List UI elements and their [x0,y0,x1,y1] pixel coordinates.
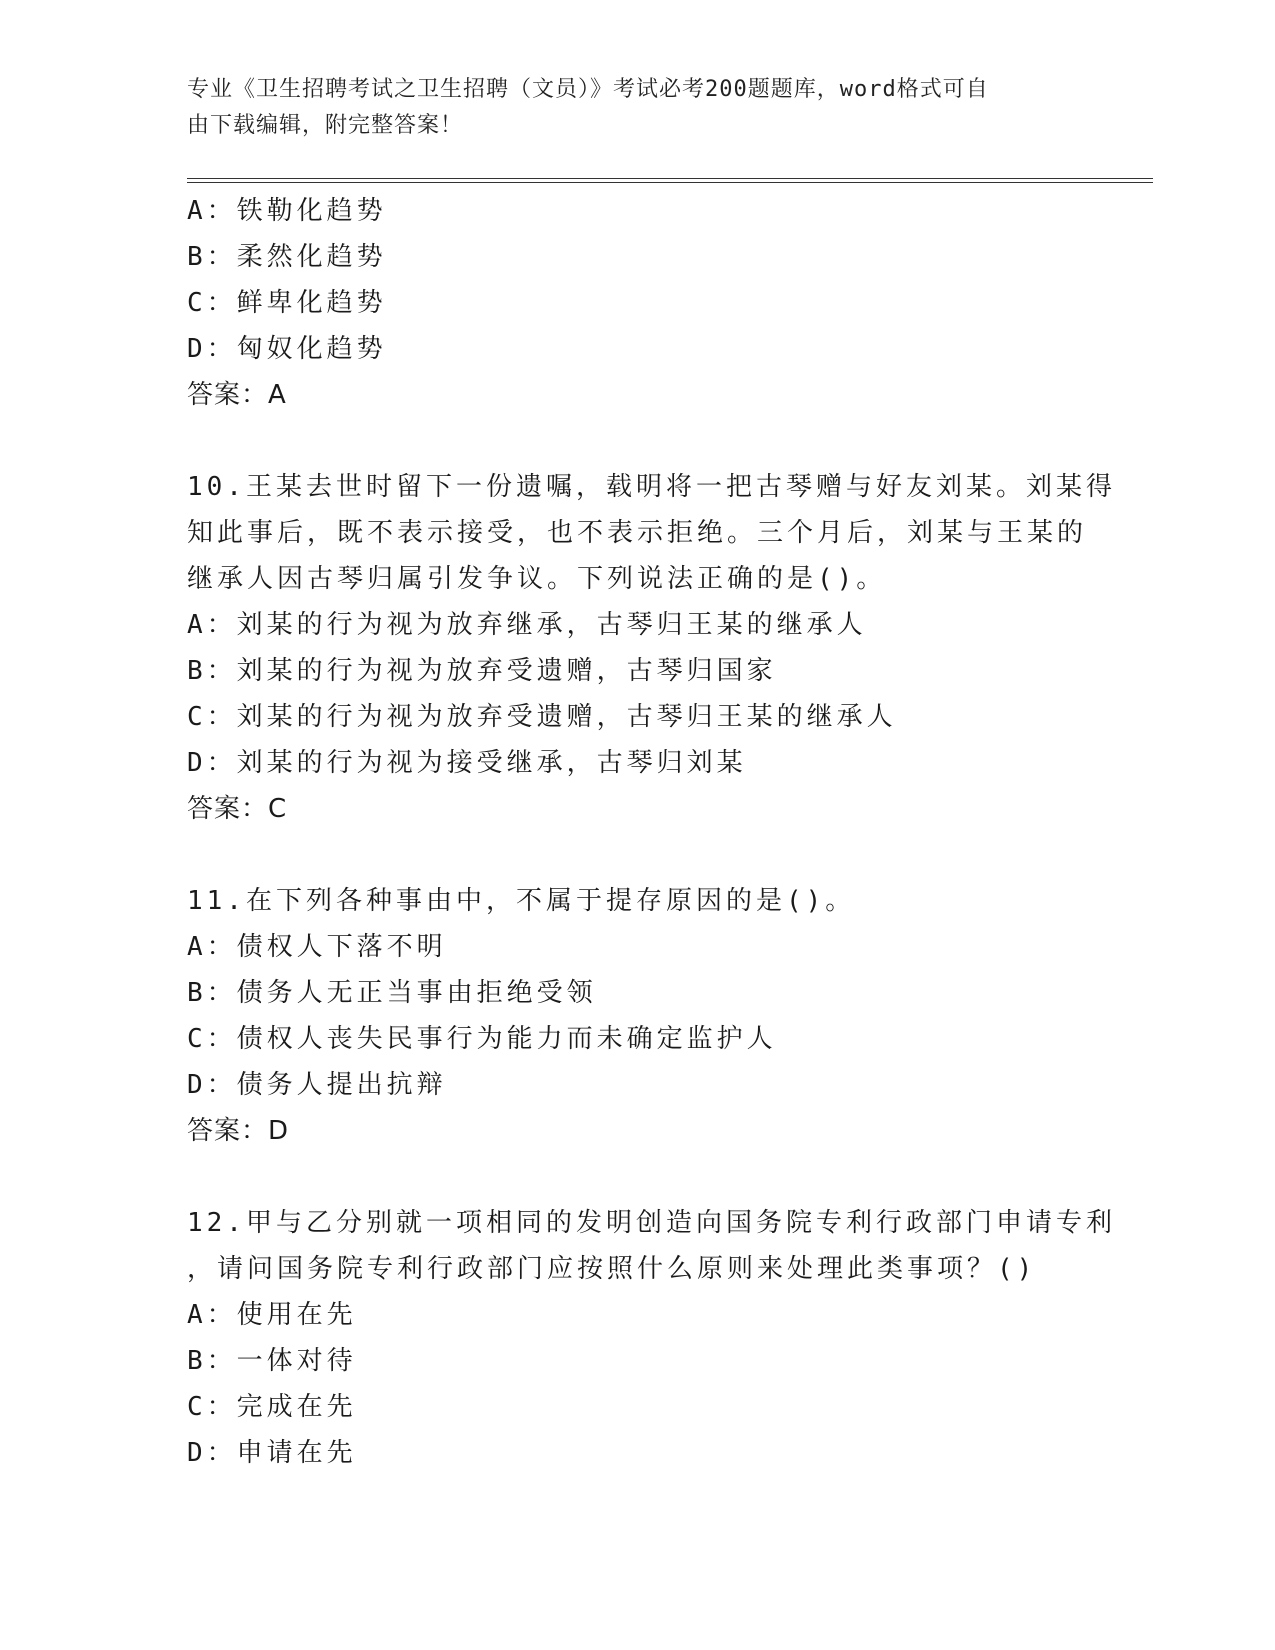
option-d: D：匈奴化趋势 [187,334,387,364]
question-12 [187,1200,1116,1476]
answer-line: 答案：D [187,1116,290,1146]
option-c: C：债权人丧失民事行为能力而未确定监护人 [187,1024,777,1054]
option-b: B：柔然化趋势 [187,242,387,272]
question-10 [187,464,1116,832]
header-line-2: 由下载编辑，附完整答案！ [187,113,464,138]
option-c: C：刘某的行为视为放弃受遗赠，古琴归王某的继承人 [187,702,897,732]
option-d: D：申请在先 [187,1438,357,1468]
option-a: A：债权人下落不明 [187,932,447,962]
option-c: C：鲜卑化趋势 [187,288,387,318]
option-b: B：一体对待 [187,1346,357,1376]
option-a: A：铁勒化趋势 [187,196,387,226]
question-stem-line: ，请问国务院专利行政部门应按照什么原则来处理此类事项？() [187,1254,1037,1284]
header-divider-bottom [187,182,1153,183]
question-stem-line: 知此事后，既不表示接受，也不表示拒绝。三个月后，刘某与王某的 [187,518,1088,548]
question-stem-line: 11.在下列各种事由中，不属于提存原因的是()。 [187,886,856,916]
answer-line: 答案：A [187,380,287,410]
option-b: B：刘某的行为视为放弃受遗赠，古琴归国家 [187,656,777,686]
option-d: D：刘某的行为视为接受继承，古琴归刘某 [187,748,747,778]
question-stem-line: 10.王某去世时留下一份遗嘱，载明将一把古琴赠与好友刘某。刘某得 [187,472,1116,502]
question-9 [187,188,1087,418]
option-d: D：债务人提出抗辩 [187,1070,447,1100]
document-header [187,72,1067,144]
question-11 [187,878,1087,1154]
spacer [187,418,1087,464]
question-stem-line: 继承人因古琴归属引发争议。下列说法正确的是()。 [187,564,887,594]
option-b: B：债务人无正当事由拒绝受领 [187,978,597,1008]
header-divider-top [187,178,1153,179]
answer-line: 答案：C [187,794,288,824]
question-list [187,188,1116,1476]
option-c: C：完成在先 [187,1392,357,1422]
spacer [187,1154,1087,1200]
option-a: A：使用在先 [187,1300,357,1330]
option-a: A：刘某的行为视为放弃继承，古琴归王某的继承人 [187,610,867,640]
question-stem-line: 12.甲与乙分别就一项相同的发明创造向国务院专利行政部门申请专利 [187,1208,1116,1238]
header-line-1: 专业《卫生招聘考试之卫生招聘（文员）》考试必考200题题库，word格式可自 [187,77,989,102]
spacer [187,832,1087,878]
